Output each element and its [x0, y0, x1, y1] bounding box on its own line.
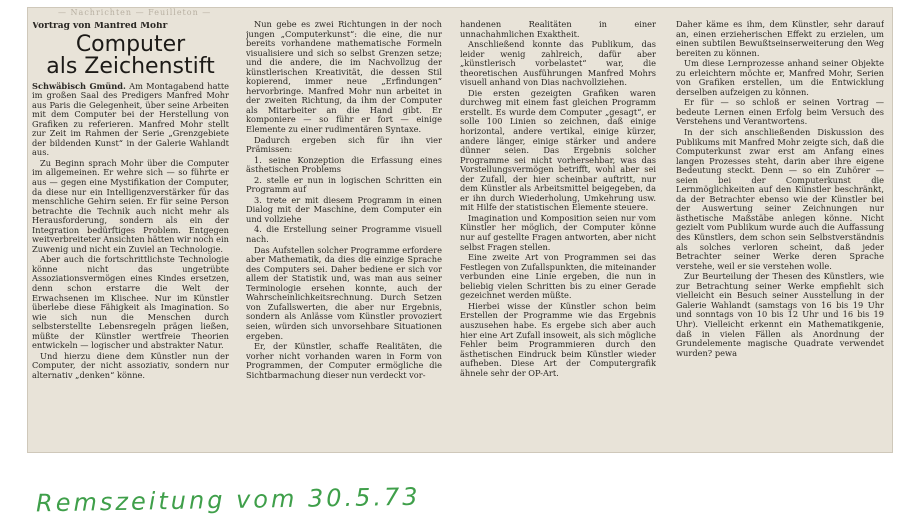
- paragraph: Eine zweite Art von Programmen sei das Festlegen von Zufallspunkten, die miteinander verbunden eine Linie ergeben, die nun in beliebig vielen Schritten bis zu einer Gerade gezeichnet werden müßte.: [460, 252, 656, 301]
- paragraph: handenen Realitäten in einer unnachahmlichen Exaktheit.: [460, 20, 656, 39]
- paragraph: 3. trete er mit diesem Programm in einen Dialog mit der Maschine, dem Computer ein und vollziehe: [246, 194, 442, 224]
- paragraph-text: Am Montagabend hatte im großen Saal des Predigers Manfred Mohr aus Paris die Gelegenheit, über seine Arbeiten mit dem Computer bei der Herstellung von Grafiken zu referieren. Manfred Mohr stellt zur Zeit im Rahmen der Serie „Grenzgebiete der bildenden Kunst“ in der Galerie Wahlandt aus.: [32, 80, 229, 158]
- byline: Vortrag von Manfred Mohr: [32, 22, 168, 31]
- paragraph: Das Aufstellen solcher Programme erfordere aber Mathematik, da dies die einzige Sprache des Computers sei. Daher bediene er sich vor allem der Statistik und, was man aus seiner Terminologie ersehen konnte, auch der Wahrscheinlichkeitsrechnung. Durch Setzen von Zufallswerten, die aber nur Ergebnis, sondern als Anlässe vom Künstler provoziert seien, würden sich unvorsehbare Situationen ergeben.: [246, 244, 442, 341]
- paragraph: 1. seine Konzeption die Erfassung eines ästhetischen Problems: [246, 154, 442, 175]
- headline-line-2: als Zeichenstift: [46, 53, 215, 79]
- paragraph: Nun gebe es zwei Richtungen in der noch jungen „Computerkunst“: die eine, die nur bereits vorhandene mathematische Formeln visualisiere und sich so selbst Grenzen setze; und die andere, die im Nachvollzug der künstlerischen Kreativität, die dessen Stil kopierend, immer neue „Erfindungen“ hervorbringe. Manfred Mohr nun arbeitet in der zweiten Richtung, da ihm der Computer als Mitarbeiter an die Hand gibt. Er komponiere — so führ er fort — einige Elemente zu einer rudimentären Syntaxe.: [246, 20, 442, 135]
- paragraph: Daher käme es ihm, dem Künstler, sehr darauf an, einen erzieherischen Effekt zu erzielen, um einen subtilen Bewußtseinserweiterung den Weg bereiten zu können.: [676, 20, 884, 58]
- newspaper-clipping: [28, 8, 892, 452]
- paragraph: [32, 82, 229, 158]
- paragraph: Zur Beurteilung der Thesen des Künstlers, wie zur Betrachtung seiner Werke empfiehlt sich vielleicht ein Besuch seiner Ausstellung in der Galerie Wahlandt (samstags von 16 bis 19 Uhr und sonntags von 10 bis 12 Uhr und 16 bis 19 Uhr). Vielleicht erkennt ein Mathematikgenie, daß in vielen Fällen als Anordnung der Grundelemente magische Quadrate verwendet wurden? pewa: [676, 271, 884, 358]
- paragraph: Um diese Lernprozesse anhand seiner Objekte zu erleichtern möchte er, Manfred Mohr, Serien von Grafiken erstellen, um die Entwicklung derselben aufzeigen zu können.: [676, 58, 884, 97]
- handwritten-source-note: Remszeitung vom 30.5.73: [35, 482, 421, 518]
- article-column-3: [460, 20, 656, 379]
- article-column-2: [246, 20, 442, 381]
- paragraph: Er für — so schloß er seinen Vortrag — bedeute Lernen einen Erfolg beim Versuch des Verstehens und Verantwortens.: [676, 97, 884, 127]
- header-strip: — Nachrichten — Feuilleton —: [58, 8, 212, 17]
- paragraph: 2. stelle er nun in logischen Schritten ein Programm auf: [246, 174, 442, 195]
- paragraph: Hierbei wisse der Künstler schon beim Erstellen der Programme wie das Ergebnis auszusehen habe. Es ergebe sich aber auch hier eine Art Zufall insoweit, als sich mögliche Fehler beim Programmieren durch den ästhetischen Eindruck beim Künstler wieder aufheben. Diese Art der Computergrafik ähnele sehr der OP-Art.: [460, 300, 656, 378]
- paragraph: Und hierzu diene dem Künstler nun der Computer, der nicht assoziativ, sondern nur alternativ „denken“ könne.: [32, 350, 229, 380]
- paragraph: Imagination und Komposition seien nur vom Künstler her möglich, der Computer könne nur auf gestellte Fragen antworten, aber nicht selbst Fragen stellen.: [460, 212, 656, 252]
- article-column-4: [676, 20, 884, 359]
- paragraph: Aber auch die fortschrittlichste Technologie könne nicht das ungetrübte Assoziationsvermögen eines Kindes ersetzen, denn schon erstarre die Welt der Erwachsenen im Klischee. Nur im Künstler überlebe diese Fähigkeit als Imagination. So wie sich nun die Menschen durch selbsterstellte Lebensregeln prägen ließen, müßte der Künstler wertfreie Theorien entwickeln — logischer und abstrakter Natur.: [32, 254, 229, 351]
- article-column-1: [32, 22, 229, 382]
- paragraph: Dadurch ergeben sich für ihn vier Prämissen:: [246, 134, 442, 155]
- paragraph: Die ersten gezeigten Grafiken waren durchweg mit einem fast gleichen Programm erstellt. Es wurde dem Computer „gesagt“, er solle 100 Linien so zeichnen, daß einige horizontal, andere vertikal, einige kürzer, andere länger, einige stärker und andere dünner seien. Das Ergebnis solcher Programme sei nicht vorhersehbar, was das Vorstellungsvermögen betrifft, wohl aber sei der Zufall, der hier scheinbar auftritt, nur dem Künstler als Arbeitsmittel beigegeben, da er ihn durch Wiederholung, Umkehrung usw. mit Hilfe der statistischen Elemente steuere.: [460, 87, 656, 213]
- paragraph: Zu Beginn sprach Mohr über die Computer im allgemeinen. Er wehre sich — so führte er aus — gegen eine Mystifikation der Computer, da diese nur ein Intelligenzverstärker für das menschliche Gehirn seien. Er für seine Person betrachte die Technik auch nicht mehr als Herausforderung, sondern als ein der Integration bedürftiges Problem. Entgegen weitverbreiteter Ansichten hätten wir noch ein Zuwenig und nicht ein Zuviel an Technologie.: [32, 157, 229, 254]
- place: Schwäbisch Gmünd.: [32, 80, 126, 91]
- headline: [32, 31, 229, 79]
- headline-line-1: Computer: [75, 31, 186, 57]
- paragraph: In der sich anschließenden Diskussion des Publikums mit Manfred Mohr zeigte sich, daß die Computerkunst zwar erst am Anfang eines langen Prozesses steht, darin aber ihre eigene Bedeutung steckt. Denn — so ein Zuhörer — seien bei der Computerkunst die Lernmöglichkeiten auf den Künstler beschränkt, da der Betrachter ebenso wie der Künstler bei der Auswertung seiner Zeichnungen nur ästhetische Maßstäbe anlegen könne. Nicht gezielt vom Publikum wurde auch die Auffassung des Künstlers, dem schon sein Selbstverständnis als solches verloren scheint, daß jeder Betrachter seiner Werke deren Sprache verstehe, weil er sie verstehen wolle.: [676, 127, 884, 271]
- paragraph: 4. die Erstellung seiner Programme visuell nach.: [246, 224, 442, 245]
- paragraph: Er, der Künstler, schaffe Realitäten, die vorher nicht vorhanden waren in Form von Programmen, der Computer ermögliche die Sichtbarmachung dieser nun verdeckt vor-: [246, 341, 442, 380]
- paragraph: Anschließend konnte das Publikum, das leider wenig zahlreich, dafür aber „künstlerisch vorbelastet“ war, die theoretischen Ausführungen Manfred Mohrs visuell anhand von Dias nachvollziehen.: [460, 39, 656, 88]
